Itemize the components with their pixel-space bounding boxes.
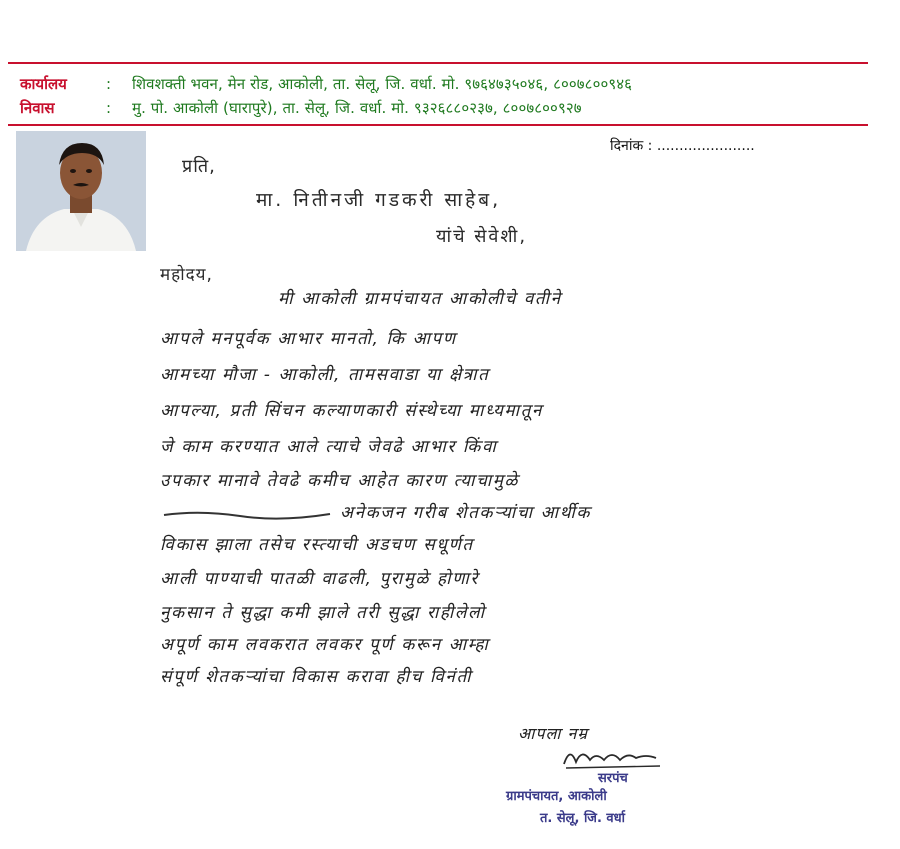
addressee-place: यांचे सेवेशी, xyxy=(436,226,528,247)
stamp-organization: ग्रामपंचायत, आकोली xyxy=(506,789,607,804)
strikethrough-mark xyxy=(160,506,336,524)
body-line: जे काम करण्यात आले त्याचे जेवढे आभार किंवा xyxy=(160,437,498,457)
body-line: आपले मनपूर्वक आभार मानतो, कि आपण xyxy=(160,329,457,349)
body-line: नुकसान ते सुद्धा कमी झाले तरी सुद्धा राहीलेलो xyxy=(160,603,486,623)
body-line: विकास झाला तसेच रस्त्याची अडचण सधूर्णत xyxy=(160,535,474,555)
residence-label: निवास xyxy=(20,99,55,117)
body-line: अनेकजन गरीब शेतकऱ्यांचा आर्थीक xyxy=(340,503,592,523)
body-line: आमच्या मौजा - आकोली, तामसवाडा या क्षेत्रात xyxy=(160,365,490,385)
sarpanch-photo xyxy=(16,131,146,251)
office-address-text: शिवशक्ती भवन, मेन रोड, आकोली, ता. सेलू, जि. वर्धा. मो. ९७६४७३५०४६, ८००७८००९४६ xyxy=(132,75,633,93)
date-field: दिनांक : ...................... xyxy=(610,138,755,154)
signature-block xyxy=(500,722,740,832)
addressee-name: मा. नितीनजी गडकरी साहेब, xyxy=(256,189,502,211)
letterhead xyxy=(0,62,878,128)
office-label: कार्यालय xyxy=(20,75,67,93)
stamp-place: त. सेलू, जि. वर्धा xyxy=(540,811,626,826)
residence-address-text: मु. पो. आकोली (घारापुरे), ता. सेलू, जि. वर्धा. मो. ९३२६८८०२३७, ८००७८००९२७ xyxy=(132,99,582,117)
body-line: संपूर्ण शेतकऱ्यांचा विकास करावा हीच विनंती xyxy=(160,667,473,687)
residence-colon: : xyxy=(106,99,112,117)
body-line: आपल्या, प्रती सिंचन कल्याणकारी संस्थेच्या माध्यमातून xyxy=(160,401,543,421)
office-address-row xyxy=(20,72,632,96)
body-line: अपूर्ण काम लवकरात लवकर पूर्ण करून आम्हा xyxy=(160,635,490,655)
greeting: महोदय, xyxy=(160,265,213,285)
body-line: उपकार मानावे तेवढे कमीच आहेत कारण त्याचामुळे xyxy=(160,471,520,491)
portrait-image xyxy=(16,131,146,251)
body-line: आली पाण्याची पातळी वाढली, पुरामुळे होणारे xyxy=(160,569,479,589)
letterhead-bottom-rule xyxy=(8,124,868,126)
signature-closing: आपला नम्र xyxy=(518,724,588,743)
body-line: मी आकोली ग्रामपंचायत आकोलीचे वतीने xyxy=(278,289,562,309)
residence-address-row xyxy=(20,96,582,120)
stamp-title: सरपंच xyxy=(598,771,628,786)
office-colon: : xyxy=(106,75,112,93)
salutation-prefix: प्रति, xyxy=(182,156,216,177)
letterhead-top-rule xyxy=(8,62,868,64)
